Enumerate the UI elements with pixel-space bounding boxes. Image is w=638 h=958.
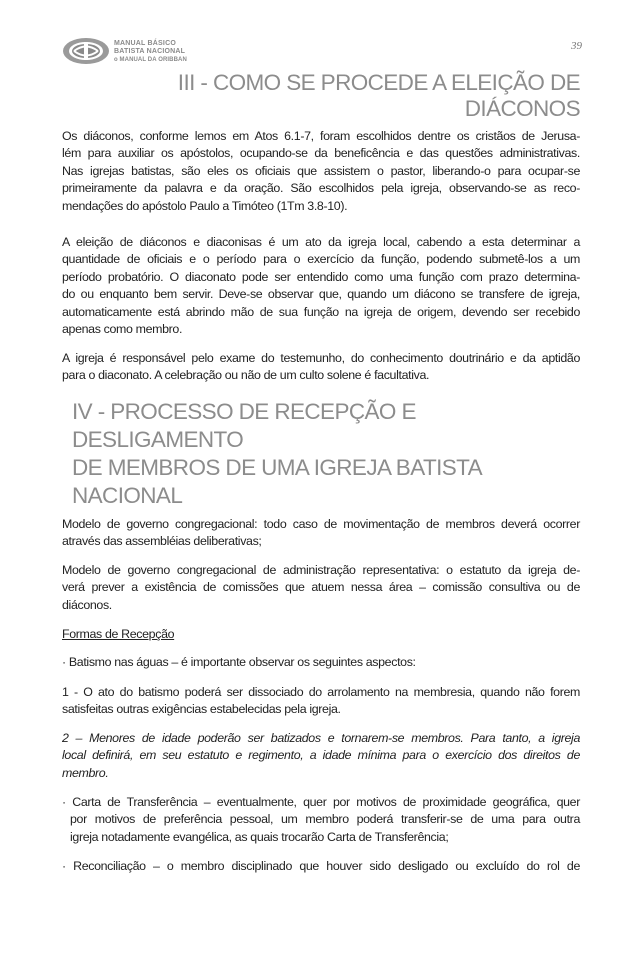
text-line: Modelo de governo congregacional: todo caso de movimentação de membros deverá ocorrer (62, 517, 580, 531)
section-4-title-line-1: IV - PROCESSO DE RECEPÇÃO E DESLIGAMENTO (72, 399, 416, 452)
globe-logo-icon (62, 36, 110, 66)
text-line: Os diáconos, conforme lemos em Atos 6.1-7, foram escolhidos dentre os cristãos de Jerusa- (62, 129, 580, 143)
logo-line-3: o MANUAL DA ORIBBAN (114, 57, 187, 63)
text-line: A eleição de diáconos e diaconisas é um ato da igreja local, cabendo a esta determinar a (62, 235, 580, 249)
text-line: apenas como membro. (62, 322, 183, 337)
text-line: Modelo de governo congregacional de administração representativa: o estatuto da igreja de- (62, 563, 580, 577)
text-line: · Carta de Transferência – eventualmente, quer por motivos de proximidade geográfica, quer (62, 795, 580, 809)
text-line: 2 – Menores de idade poderão ser batizados e tornarem-se membros. Para tanto, a igreja (62, 731, 580, 745)
text-line: através das assembléias deliberativas; (62, 534, 262, 549)
text-line: · Reconciliação – o membro disciplinado que houver sido desligado ou excluído do rol de (62, 859, 580, 873)
text-line: A igreja é responsável pelo exame do testemunho, do conhecimento doutrinário e da aptidão (62, 351, 580, 365)
logo-line-1: MANUAL BÁSICO (114, 40, 176, 47)
text-line: membro. (62, 765, 109, 780)
bullet-baptism (62, 654, 580, 671)
text-line: do ou enquanto bem servir. Deve-se observar que, quando um diácono se transfere de igreja, (62, 287, 580, 302)
text-line: por motivos de preferência pessoal, um membro poderá transferir-se de uma para outra (70, 812, 580, 827)
bullet-reconciliation (62, 858, 580, 875)
section-4-paragraph-1 (62, 516, 580, 551)
text-line: primeiramente da palavra e da oração. São escolhidos pela igreja, observando-se as reco- (62, 181, 580, 196)
section-3-paragraph-2 (62, 234, 580, 338)
text-line: para o diaconato. A celebração ou não de um culto solene é facultativa. (62, 368, 430, 383)
text-line: satisfeitas outras exigências estabelecidas pela igreja. (62, 702, 341, 717)
text-line: mendações do apóstolo Paulo a Timóteo (1Tm 3.8-10). (62, 198, 348, 213)
text-line: verá prever a existência de comissões que atuem nessa área – comissão consultiva ou de (62, 580, 580, 595)
text-line: igreja notadamente evangélica, as quais trocarão Carta de Transferência; (70, 829, 449, 844)
manual-logo (62, 36, 252, 66)
text-line: local definirá, em seu estatuto e regimento, a idade mínima para o exercício dos direitos de (62, 748, 580, 763)
text-line: · Batismo nas águas – é importante observar os seguintes aspectos: (62, 655, 416, 669)
text-line: diáconos. (62, 597, 112, 612)
section-4-paragraph-2 (62, 562, 580, 614)
forms-of-reception-heading: Formas de Recepção (62, 627, 175, 641)
page-header (62, 34, 582, 70)
bullet-transfer-letter (62, 794, 580, 846)
item-1 (62, 684, 580, 719)
text-line: Nas igrejas batistas, são eles os oficiais que assistem o pastor, liberando-o para ocupar-se (62, 163, 580, 178)
text-line: período probatório. O diaconato pode ser entendido como uma função com prazo determina- (62, 269, 580, 284)
text-line: lém para auxiliar os apóstolos, ocupando-se da beneficência e das questões administrativas. (62, 146, 580, 161)
section-3-title: III - COMO SE PROCEDE A ELEIÇÃO DE DIÁCONOS (177, 70, 580, 121)
section-4-title-line-2: DE MEMBROS DE UMA IGREJA BATISTA NACIONAL (72, 455, 481, 508)
text-line: 1 - O ato do batismo poderá ser dissociado do arrolamento na membresia, quando não forem (62, 685, 580, 699)
logo-text (114, 40, 187, 64)
page-number: 39 (571, 40, 582, 52)
section-4-title (72, 398, 582, 510)
logo-line-2: BATISTA NACIONAL (114, 48, 186, 55)
section-3-paragraph-1 (62, 128, 580, 215)
item-2 (62, 730, 580, 782)
forms-heading-block (62, 626, 580, 643)
text-line: quantidade de oficiais e o período para o exercício da função, podendo submetê-los a um (62, 252, 580, 267)
section-3-paragraph-3 (62, 350, 580, 385)
text-line: automaticamente está abrindo mão de sua função na igreja de origem, devendo ser recebido (62, 304, 580, 319)
